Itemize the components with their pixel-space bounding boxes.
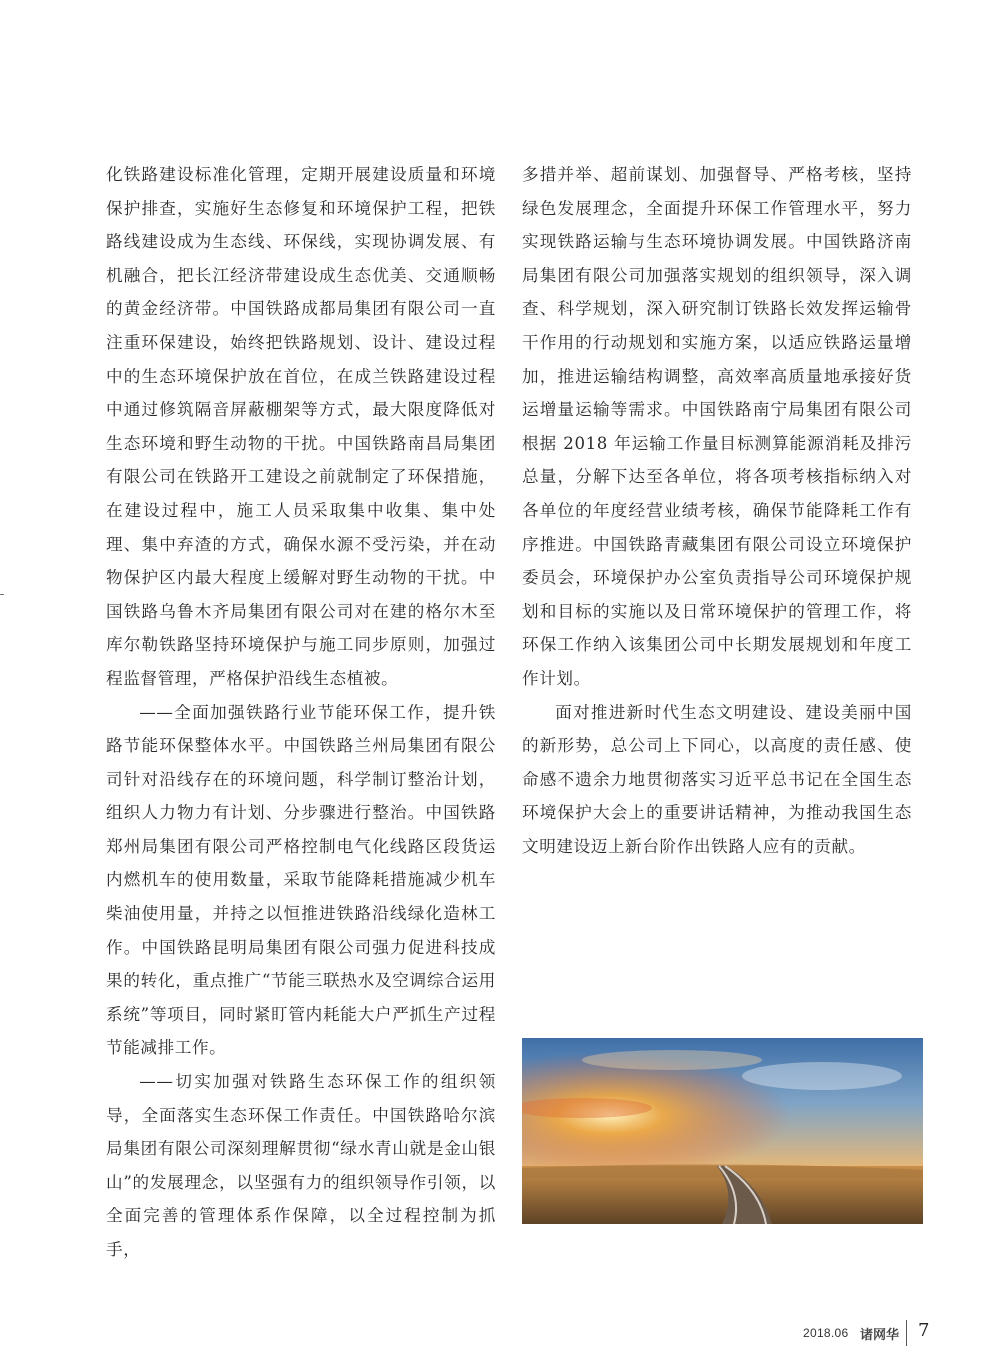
paragraph: 化铁路建设标准化管理，定期开展建设质量和环境保护排查，实施好生态修复和环境保护工程，把铁路线建设成为生态线、环保线，实现协调发展、有机融合，把长江经济带建设成生态优美、交通顺畅的黄金经济带。中国铁路成都局集团有限公司一直注重环保建设，始终把铁路规划、设计、建设过程中的生态环境保护放在首位，在成兰铁路建设过程中通过修筑隔音屏蔽棚架等方式，最大限度降低对生态环境和野生动物的干扰。中国铁路南昌局集团有限公司在铁路开工建设之前就制定了环保措施，在建设过程中，施工人员采取集中收集、集中处理、集中弃渣的方式，确保水源不受污染，并在动物保护区内最大程度上缓解对野生动物的干扰。中国铁路乌鲁木齐局集团有限公司对在建的格尔木至库尔勒铁路坚持环境保护与施工同步原则，加强过程监督管理，严格保护沿线生态植被。: [106, 165, 496, 688]
railway-sunset-illustration: [522, 1038, 923, 1224]
right-column: [522, 158, 912, 863]
page-edge-mark: [0, 594, 4, 595]
railway-sunset-photo: [522, 1038, 923, 1224]
magazine-brand: 诸网华: [860, 1327, 900, 1342]
paragraph: 面对推进新时代生态文明建设、建设美丽中国的新形势，总公司上下同心，以高度的责任感、使命感不遗余力地贯彻落实习近平总书记在全国生态环境保护大会上的重要讲话精神，为推动我国生态文明建设迈上新台阶作出铁路人应有的贡献。: [522, 702, 912, 856]
paragraph: 多措并举、超前谋划、加强督导、严格考核，坚持绿色发展理念，全面提升环保工作管理水平，努力实现铁路运输与生态环境协调发展。中国铁路济南局集团有限公司加强落实规划的组织领导，深入调查、科学规划，深入研究制订铁路长效发挥运输骨干作用的行动规划和实施方案，以适应铁路运量增加，推进运输结构调整，高效率高质量地承接好货运增量运输等需求。中国铁路南宁局集团有限公司根据 2018 年运输工作量目标测算能源消耗及排污总量，分解下达至各单位，将各项考核指标纳入对各单位的年度经营业绩考核，确保节能降耗工作有序推进。中国铁路青藏集团有限公司设立环境保护委员会，环境保护办公室负责指导公司环境保护规划和目标的实施以及日常环境保护的管理工作，将环保工作纳入该集团公司中长期发展规划和年度工作计划。: [522, 165, 912, 688]
footer-divider: [906, 1320, 907, 1346]
paragraph: ——切实加强对铁路生态环保工作的组织领导，全面落实生态环保工作责任。中国铁路哈尔滨局集团有限公司深刻理解贯彻“绿水青山就是金山银山”的发展理念，以坚强有力的组织领导作引领，以全面完善的管理体系作保障，以全过程控制为抓手，: [106, 1072, 496, 1259]
issue-date: 2018.06: [803, 1326, 849, 1340]
paragraph: ——全面加强铁路行业节能环保工作，提升铁路节能环保整体水平。中国铁路兰州局集团有限公司针对沿线存在的环境问题，科学制订整治计划，组织人力物力有计划、分步骤进行整治。中国铁路郑州局集团有限公司严格控制电气化线路区段货运内燃机车的使用数量，采取节能降耗措施减少机车柴油使用量，并持之以恒推进铁路沿线绿化造林工作。中国铁路昆明局集团有限公司强力促进科技成果的转化，重点推广“节能三联热水及空调综合运用系统”等项目，同时紧盯管内耗能大户严抓生产过程节能减排工作。: [106, 702, 496, 1058]
page-footer: [760, 1320, 940, 1346]
page-number: 7: [918, 1320, 930, 1341]
left-column: [106, 158, 496, 1267]
